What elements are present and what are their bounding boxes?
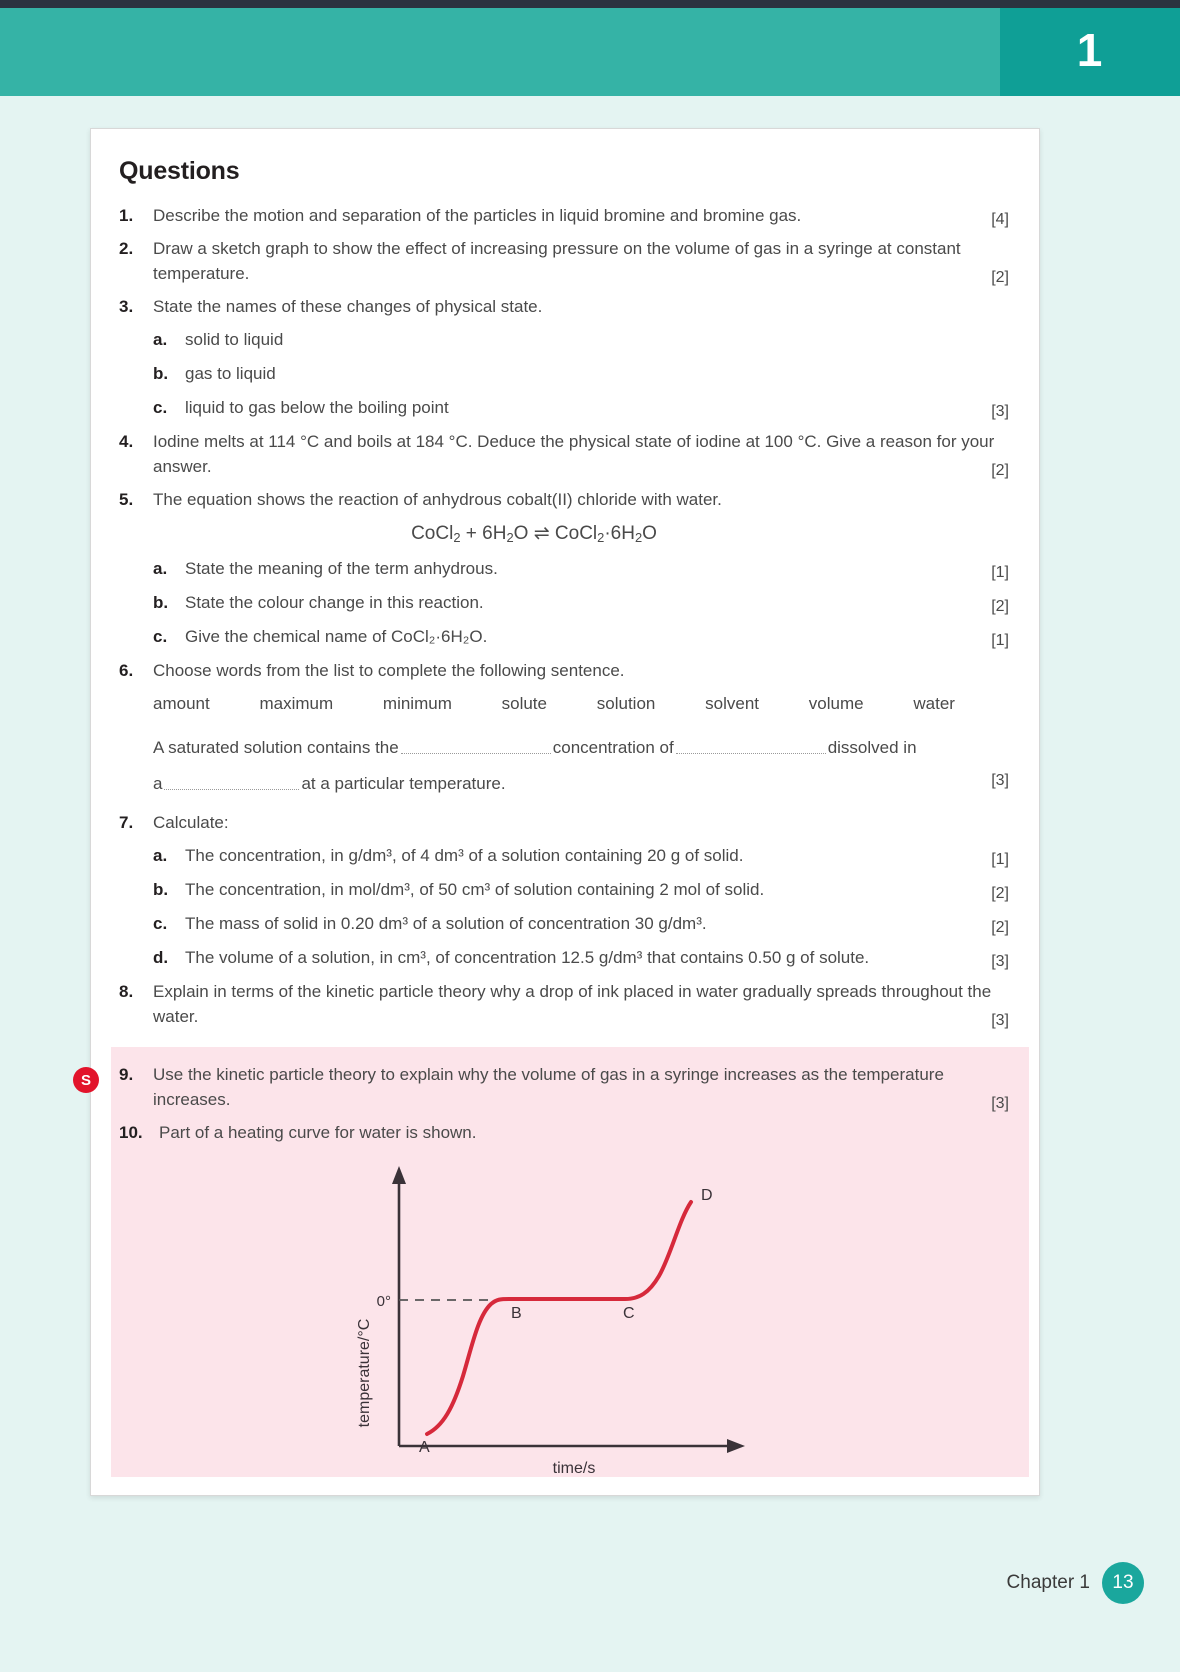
question-number: 8.: [119, 982, 134, 1002]
page-inner: [80, 129, 1039, 1495]
sub-text: solid to liquid: [185, 329, 284, 349]
sub-text: gas to liquid: [185, 363, 276, 383]
question-2: [119, 237, 1009, 287]
sub-marks: [3]: [991, 953, 1009, 971]
question-7-sub-c: [153, 912, 1009, 937]
heating-curve-line: [427, 1202, 691, 1434]
sub-text: Give the chemical name of CoCl₂·6H₂O.: [185, 627, 488, 647]
header-chapter-number: 1: [1076, 24, 1104, 76]
point-label-a: A: [419, 1438, 430, 1456]
y-axis-label: temperature/°C: [356, 1318, 373, 1428]
y-axis-arrow-icon: [392, 1166, 406, 1184]
sub-letter: d.: [153, 948, 169, 968]
heating-curve-svg: [339, 1158, 789, 1488]
sub-letter: b.: [153, 593, 169, 613]
sub-letter: a.: [153, 559, 168, 579]
sub-text: State the colour change in this reaction.: [185, 593, 484, 613]
point-label-c: C: [623, 1304, 635, 1322]
word-option: solution: [596, 694, 656, 713]
page-title: Questions: [119, 157, 240, 185]
sub-letter: b.: [153, 880, 169, 900]
equilibrium-arrow-icon: ⇌: [533, 522, 550, 544]
question-text: Iodine melts at 114 °C and boils at 184 °C. Deduce the physical state of iodine at 100 °C. Give a reason for your answer.: [153, 431, 995, 476]
question-1: [119, 204, 1009, 229]
y-tick-label-zero: 0°: [376, 1292, 391, 1310]
question-5-sub-a: [153, 557, 1009, 582]
question-number: 7.: [119, 813, 134, 833]
question-5-sub-c: [153, 625, 1009, 650]
sub-marks: [1]: [991, 564, 1009, 582]
word-option: volume: [808, 694, 864, 713]
x-axis-label: time/s: [552, 1459, 596, 1477]
page-card: [80, 128, 1040, 1496]
sub-marks: [1]: [991, 851, 1009, 869]
sub-marks: [3]: [991, 402, 1009, 420]
word-option: amount: [153, 694, 210, 713]
question-3-sub-a: [153, 328, 1009, 353]
sub-letter: b.: [153, 363, 169, 383]
sub-letter: c.: [153, 627, 168, 647]
header-chapter-block: [1000, 8, 1180, 96]
fill-in-blank-sentence: [153, 730, 1009, 801]
sub-marks: [2]: [991, 885, 1009, 903]
page-footer: [1007, 1562, 1144, 1604]
word-option: minimum: [382, 694, 452, 713]
question-text: Part of a heating curve for water is shown.: [159, 1122, 477, 1142]
question-4: [119, 430, 1009, 480]
sentence-part-5: at a particular temperature.: [301, 773, 506, 793]
footer-page-number: 13: [1102, 1562, 1144, 1604]
question-3-sub-c: [153, 396, 1009, 421]
word-option: maximum: [259, 694, 334, 713]
question-text: The equation shows the reaction of anhydrous cobalt(II) chloride with water.: [153, 489, 722, 509]
sub-marks: [2]: [991, 919, 1009, 937]
sub-letter: c.: [153, 397, 168, 417]
word-option: solvent: [705, 694, 760, 713]
question-marks: [2]: [991, 461, 1009, 479]
question-5: [119, 488, 1009, 513]
question-number: 2.: [119, 238, 134, 258]
sentence-part-3: dissolved in: [827, 738, 917, 757]
sub-text: The mass of solid in 0.20 dm³ of a solution of concentration 30 g/dm³.: [185, 914, 707, 934]
blank-field-3[interactable]: [164, 774, 299, 790]
question-7-sub-d: [153, 946, 1009, 971]
question-8: [119, 980, 1009, 1030]
sub-text: The concentration, in g/dm³, of 4 dm³ of a solution containing 20 g of solid.: [185, 846, 744, 866]
sub-text: liquid to gas below the boiling point: [185, 397, 449, 417]
question-9: [119, 1063, 1009, 1113]
question-number: 5.: [119, 489, 134, 509]
sub-letter: c.: [153, 914, 168, 934]
question-number: 3.: [119, 296, 134, 316]
supplement-section: [80, 1047, 1029, 1477]
question-10: [119, 1121, 1009, 1146]
sentence-part-4: a: [153, 773, 163, 793]
question-marks: [2]: [991, 268, 1009, 286]
heating-curve-graph: [119, 1158, 1009, 1488]
supplement-badge-icon: S: [73, 1067, 99, 1093]
point-label-d: D: [701, 1186, 713, 1204]
sub-letter: a.: [153, 846, 168, 866]
sub-text: The concentration, in mol/dm³, of 50 cm³ of solution containing 2 mol of solid.: [185, 880, 765, 900]
blank-field-1[interactable]: [401, 738, 551, 754]
sub-marks: [1]: [991, 632, 1009, 650]
question-text: Use the kinetic particle theory to explain why the volume of gas in a syringe increases as the temperature increases.: [153, 1065, 944, 1109]
word-option: solute: [501, 694, 547, 713]
sub-text: The volume of a solution, in cm³, of concentration 12.5 g/dm³ that contains 0.50 g of solute.: [185, 948, 870, 968]
question-number: 10.: [119, 1122, 143, 1142]
question-text: Explain in terms of the kinetic particle theory why a drop of ink placed in water gradually spreads throughout the water.: [153, 982, 992, 1027]
sentence-part-1: A saturated solution contains the: [153, 738, 399, 757]
footer-chapter-label: Chapter 1: [1006, 1572, 1090, 1593]
x-axis-arrow-icon: [727, 1439, 745, 1453]
blank-field-2[interactable]: [676, 738, 826, 754]
question-3-sub-b: [153, 362, 1009, 387]
question-text: Draw a sketch graph to show the effect of increasing pressure on the volume of gas in a syringe at constant temperature.: [153, 238, 961, 283]
question-marks: [3]: [991, 1094, 1009, 1112]
sub-marks: [2]: [991, 598, 1009, 616]
question-text: State the names of these changes of physical state.: [153, 296, 543, 316]
chemical-equation: CoCl$_2$ + $6H_2O$ ⇌ $CoCl_2\cdot 6H_2O$: [411, 522, 657, 546]
word-list: [153, 694, 975, 714]
question-7-sub-a: [153, 844, 1009, 869]
sub-text: State the meaning of the term anhydrous.: [185, 559, 498, 579]
question-text: Calculate:: [153, 813, 229, 833]
question-text: Describe the motion and separation of the particles in liquid bromine and bromine gas.: [153, 206, 802, 225]
sentence-part-2: concentration of: [552, 738, 674, 757]
question-5-sub-b: [153, 591, 1009, 616]
sub-letter: a.: [153, 329, 168, 349]
point-label-b: B: [511, 1304, 522, 1322]
question-text: Choose words from the list to complete the following sentence.: [153, 661, 625, 681]
top-dark-bar: [0, 0, 1180, 8]
equation-reactant-cocl2: CoCl$_2$: [411, 522, 461, 546]
question-6: [119, 659, 1009, 684]
question-number: 4.: [119, 431, 134, 451]
question-7-sub-b: [153, 878, 1009, 903]
question-marks: [3]: [991, 771, 1009, 789]
question-number: 9.: [119, 1065, 134, 1084]
question-number: 6.: [119, 661, 134, 681]
question-marks: [4]: [991, 210, 1009, 228]
question-marks: [3]: [991, 1012, 1009, 1030]
question-number: 1.: [119, 206, 134, 225]
question-3: [119, 295, 1009, 320]
supplement-inner: [80, 1047, 1029, 1477]
word-option: water: [913, 694, 955, 713]
question-7: [119, 811, 1009, 836]
